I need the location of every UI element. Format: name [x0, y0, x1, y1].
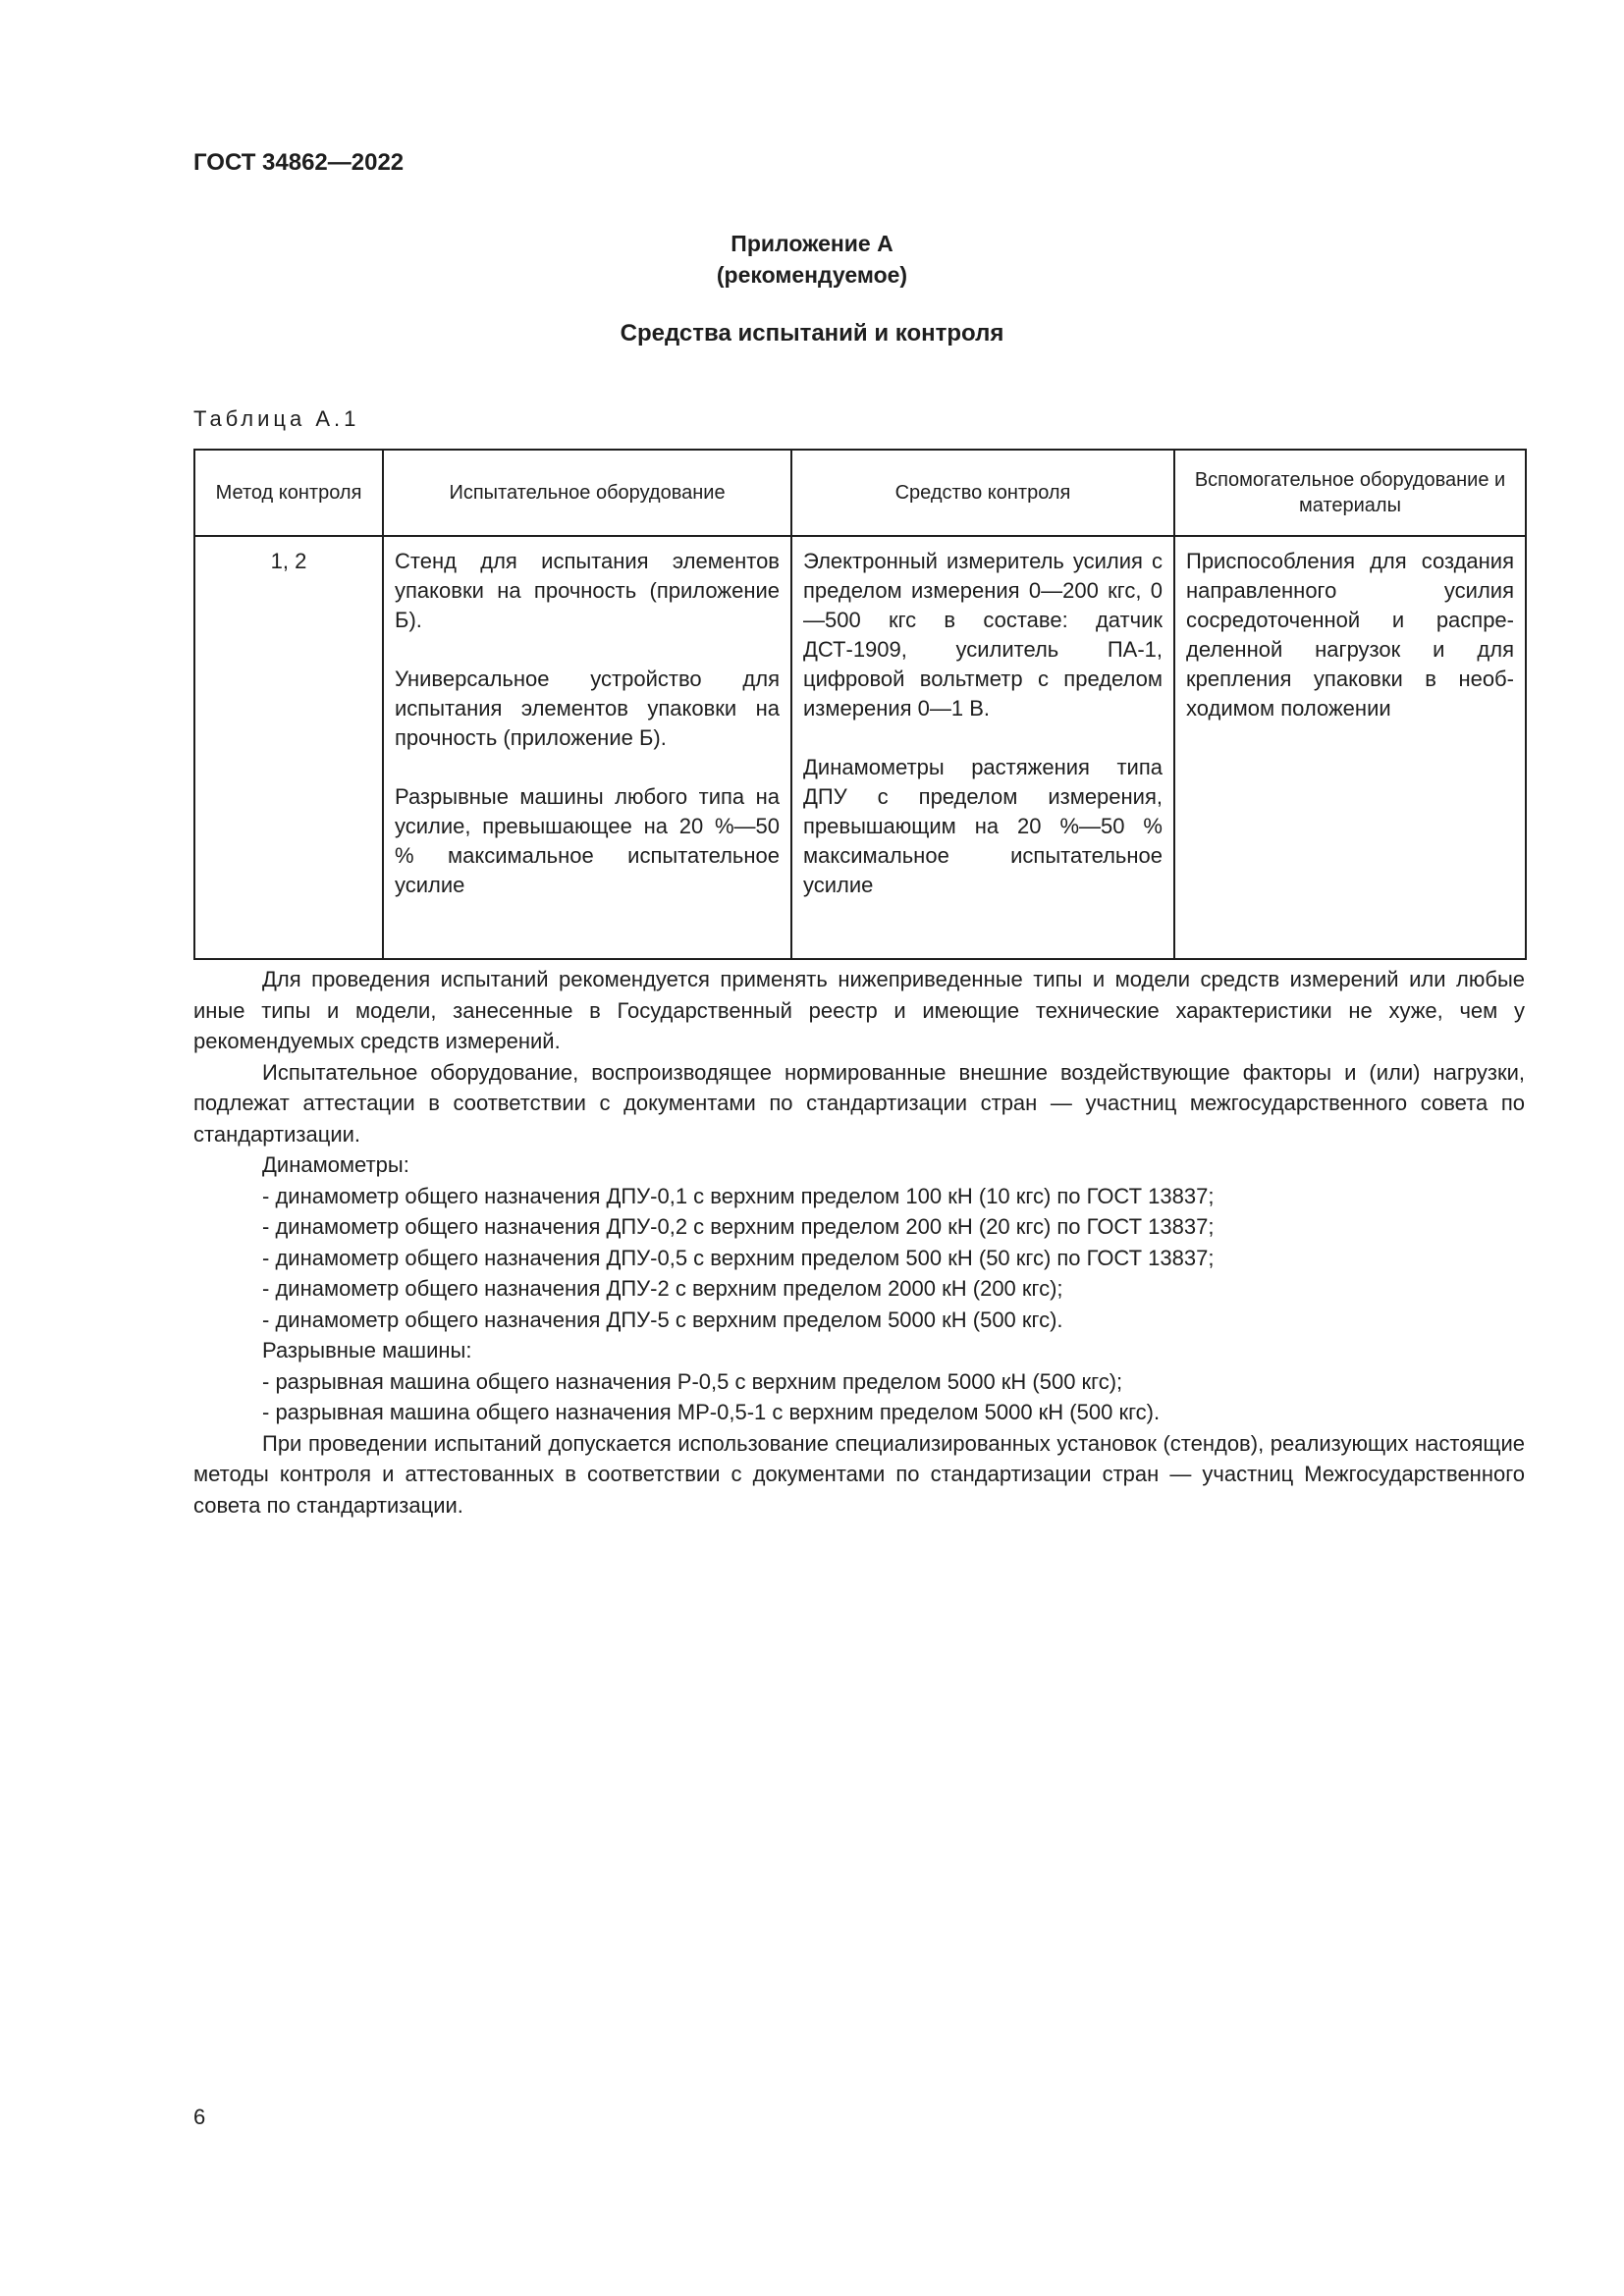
cell-equipment: [383, 536, 791, 959]
equipment-item: Стенд для испытания элементов упаковки на прочность (приложение Б).: [395, 549, 780, 632]
table-row: [194, 536, 1526, 959]
control-item: Электронный измеритель усилия с пределом измерения 0—200 кгс, 0—500 кгс в составе: датчик ДСТ-1909, усилитель ПА-1, цифровой вольтметр с пределом измерения 0—1 В.: [803, 549, 1163, 721]
annex-title: Приложение А: [731, 231, 893, 256]
header-equipment: Испытательное оборудование: [383, 450, 791, 536]
cell-control: [791, 536, 1174, 959]
body-text: [193, 964, 1525, 1521]
annex-heading: [0, 228, 1624, 291]
list-item: - разрывная машина общего назначения МР-0,5-1 с верхним пределом 5000 кН (500 кгс).: [262, 1400, 1161, 1424]
dynamometers-label: Динамометры:: [262, 1152, 409, 1177]
header-control: Средство контроля: [791, 450, 1174, 536]
list-item: - разрывная машина общего назначения Р-0,5 с верхним пределом 5000 кН (500 кгс);: [262, 1368, 1123, 1394]
annex-status: (рекомендуемое): [716, 262, 908, 288]
cell-method: 1, 2: [194, 536, 383, 959]
header-auxiliary: Вспомогательное оборудование и материалы: [1174, 450, 1526, 536]
list-item: - динамометр общего назначения ДПУ-0,5 с верхним пределом 500 кН (50 кгс) по ГОСТ 13837;: [262, 1245, 1215, 1270]
equipment-item: Универсальное устройство для испытания элементов упаковки на прочность (приложение Б).: [395, 667, 780, 750]
table-caption: Таблица А.1: [193, 406, 360, 431]
list-item: - динамометр общего назначения ДПУ-5 с верхним пределом 5000 кН (500 кгс).: [262, 1307, 1063, 1332]
machines-label: Разрывные машины:: [262, 1338, 472, 1362]
control-item: Динамометры растяжения типа ДПУ с пределом измерения, превышающим на 20 %—50 % максимальное испытательное усилие: [803, 755, 1163, 897]
list-item: - динамометр общего назначения ДПУ-0,2 с верхним пределом 200 кН (20 кгс) по ГОСТ 13837;: [262, 1214, 1215, 1239]
table-header-row: [194, 450, 1526, 536]
document-code: ГОСТ 34862—2022: [193, 149, 405, 176]
header-method: Метод контроля: [194, 450, 383, 536]
list-item: - динамометр общего назначения ДПУ-0,1 с верхним пределом 100 кН (10 кгс) по ГОСТ 13837;: [262, 1183, 1215, 1208]
paragraph: Для проведения испытаний рекомендуется применять нижеприведенные типы и модели средств измерений или любые иные типы и модели, занесенные в Государственный реестр и имеющие технические характеристики не хуже, чем у рекомендуемых средств измерений.: [193, 967, 1525, 1053]
equipment-item: Разрывные машины любого типа на усилие, превышающее на 20 %—50 % максимальное испытательное усилие: [395, 784, 780, 897]
paragraph: Испытательное оборудование, воспроизводящее нормированные внешние воздействующие факторы и (или) нагрузки, подлежат аттестации в соответствии с документами по стандартизации стран — участниц межгосударственного совета по стандартизации.: [193, 1059, 1525, 1147]
section-title: Средства испытаний и контроля: [620, 320, 1004, 347]
equipment-table: [193, 449, 1527, 960]
page-number: 6: [193, 2105, 206, 2129]
list-item: - динамометр общего назначения ДПУ-2 с верхним пределом 2000 кН (200 кгс);: [262, 1276, 1063, 1301]
cell-auxiliary: [1174, 536, 1526, 959]
paragraph: При проведении испытаний допускается использование специализированных установок (стендов), реализующих настоящие методы контроля и аттестованных в соответствии с документами по стандартизации стран — участниц Межгосударственного совета по стандартизации.: [193, 1430, 1525, 1518]
auxiliary-item: Приспособления для создания направленного усилия сосредоточенной и распределенной нагрузок и для крепления упаковки в необходимом положении: [1186, 549, 1514, 721]
